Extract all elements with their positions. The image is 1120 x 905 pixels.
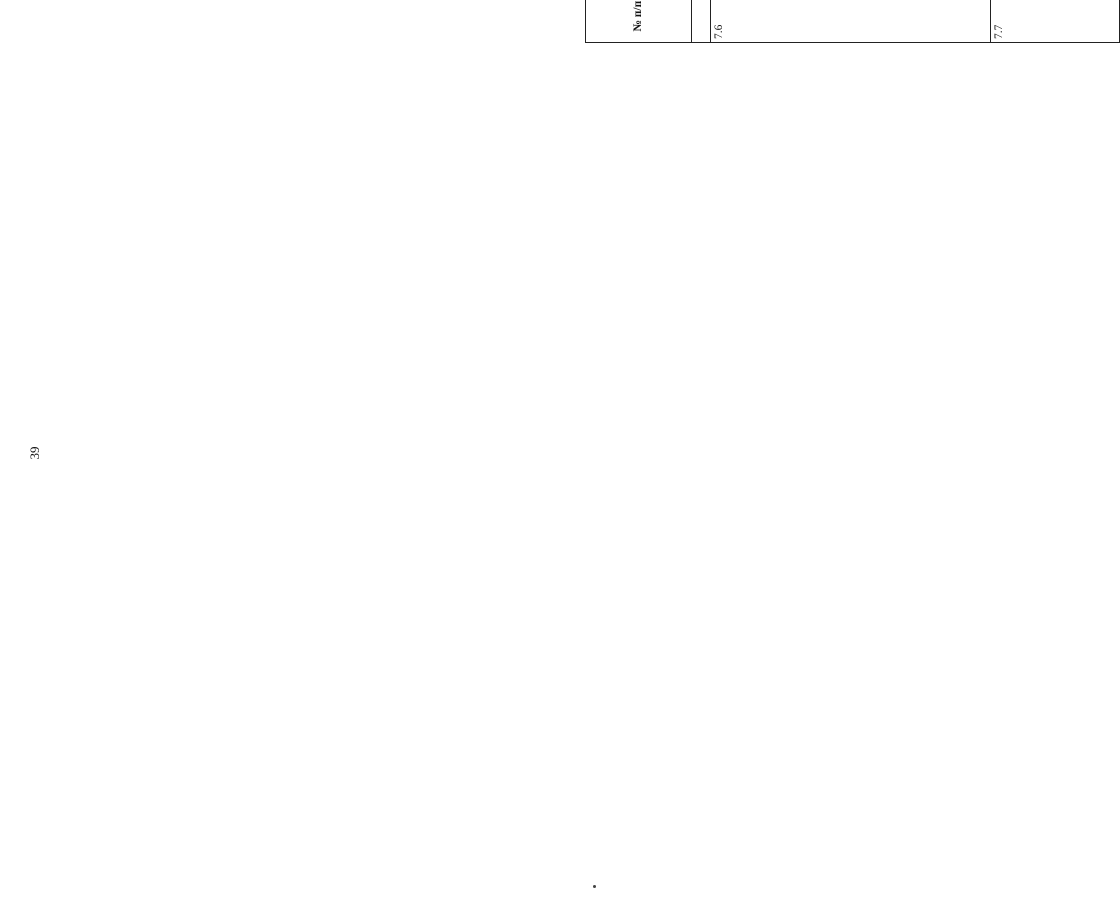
carryover-row — [692, 0, 711, 43]
table-row — [990, 0, 1119, 43]
row-num: 7.7 — [990, 0, 1119, 43]
rotated-table-container — [585, 0, 1120, 43]
row-num: 7.6 — [710, 0, 990, 43]
table-row — [710, 0, 990, 43]
header-row-1 — [586, 0, 654, 43]
scan-dot — [593, 885, 596, 888]
information-table — [585, 0, 1120, 43]
header-num: № п/п — [586, 0, 692, 43]
page-number: 39 — [27, 446, 42, 460]
